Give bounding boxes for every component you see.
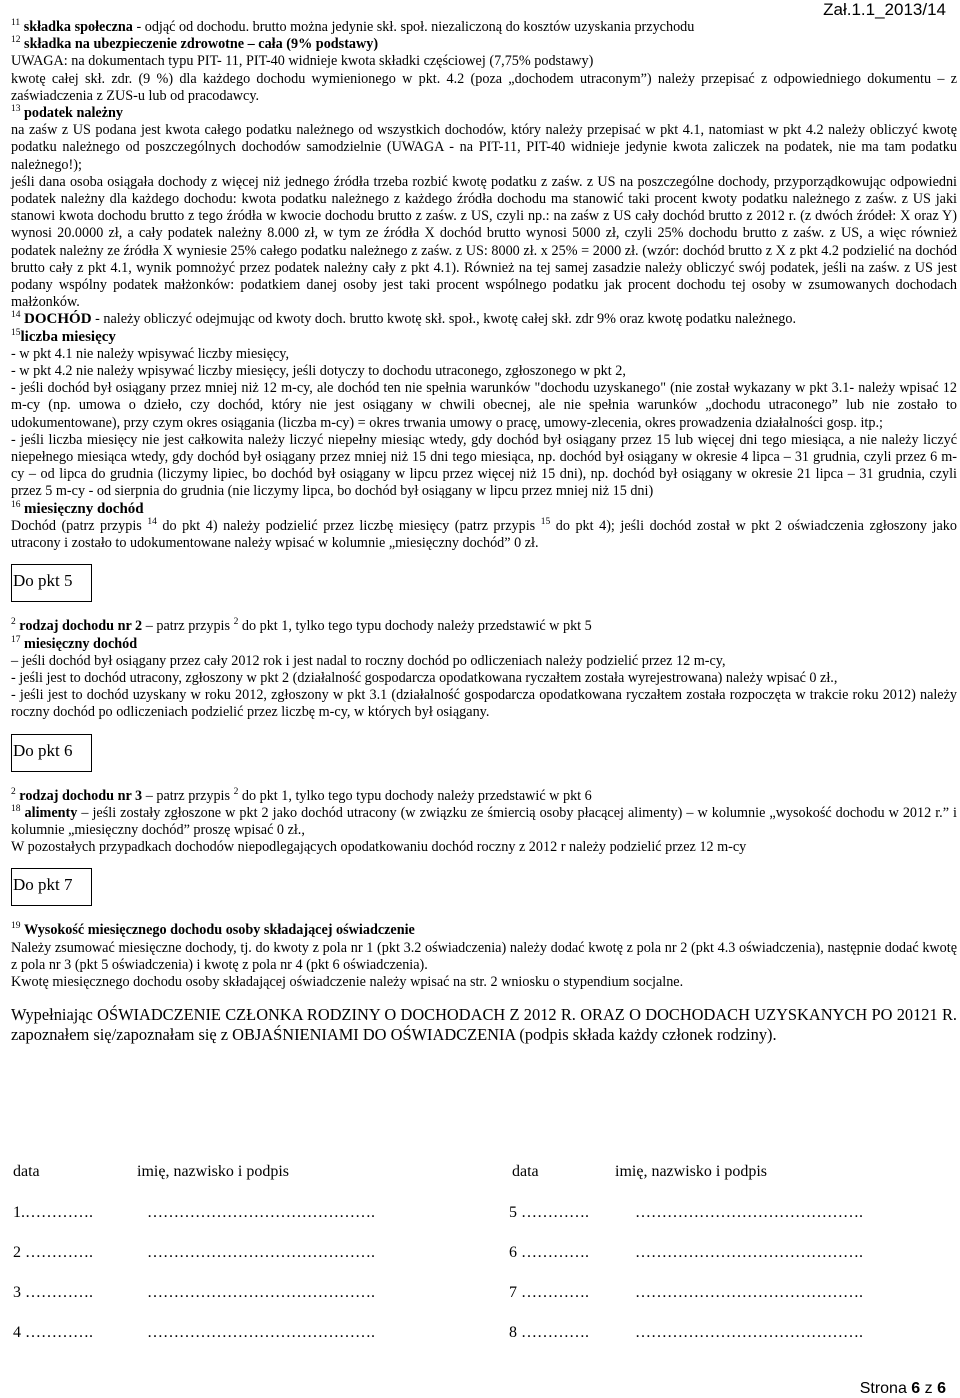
note-11-title: składka społeczna: [23, 19, 133, 35]
section-box-pkt-5: Do pkt 5: [11, 564, 92, 602]
note-17-line-2: - jeśli jest to dochód utracony, zgłoszony w pkt 2 (działalność gospodarcza opodatkowana ryczałtem została wyrejestrowana) należy wpisać 0 zł.,: [11, 669, 838, 686]
note-15-line-3: - jeśli dochód był osiągany przez mniej niż 12 m-cy, ale dochód ten nie spełnia warunków "dochodu uzyskanego" (nie został wykazany w pkt 3.1- należy wpisać 12 m-cy (np. umowa o dzieło, czy dochód, który nie jest osiągany w chwili obecnej, ale nie spełnia warunków „dochodu utraconego” lub nie zostało to udokumentowane), przy czym okres osiągania (liczba m-cy) = okres trwania umowy o pracę, umowy-zlecenia, okres prowadzenia działalności gosp. itp.;: [11, 380, 957, 431]
date-header: data: [512, 1163, 539, 1180]
note-12-line-1: UWAGA: na dokumentach typu PIT- 11, PIT-40 widnieje kwota składki częściowej (7,75% podstawy): [11, 53, 594, 70]
note-12-title: składka na ubezpieczenie zdrowotne – cała (9% podstawy): [24, 36, 379, 53]
name-signature-header: imię, nazwisko i podpis: [615, 1163, 767, 1180]
note-15-line-4: - jeśli liczba miesięcy nie jest całkowita należy liczyć niepełny miesiąc wtedy, gdy dochód był osiągany przez 15 lub więcej dni tego miesiąca, a nie należy liczyć niepełnego miesiąca wtedy, gdy dochód był osiągany przez mniej niż 15 dni tego miesiąca, np. dochód był osiągany w okresie 4 lipca – 31 grudnia, czyli przez 6 m-cy – od lipca do grudnia (liczymy lipiec, bo dochód był osiągany w lipcu przez więcej niż 15 dni), np. dochód był osiągany w okresie 21 lipca – 31 grudnia, czyli przez 5 m-cy - od sierpnia do grudnia (nie liczymy lipca, bo dochód był osiągany w lipcu przez mniej niż 15 dni): [11, 431, 957, 500]
note-13-title: podatek należny: [24, 105, 123, 122]
note-12: $^{12}$ składka na ubezpieczenie zdrowotne – cała (9% podstawy): [11, 35, 379, 53]
note-18-title: alimenty: [24, 804, 78, 821]
date-field[interactable]: 8 ………….: [509, 1324, 589, 1341]
note-18: $^{18}$ alimenty – jeśli zostały zgłoszone w pkt 2 jako dochód utracony (w związku ze śmiercią osoby płacącej alimenty) – w kolumnie „wysokość dochodu w 2012 r.” i kolumnie „miesięczny dochód” proszę wpisać 0 zł.,: [11, 803, 957, 838]
signature-field[interactable]: …………………………………….: [635, 1204, 863, 1221]
note-14: $^{14}$ DOCHÓD - należy obliczyć odejmując od kwoty doch. brutto kwotę skł. społ., kwotę całej skł. zdr 9% oraz kwotę podatku należnego.: [11, 310, 796, 328]
note-19-title: Wysokość miesięcznego dochodu osoby składającej oświadczenie: [24, 922, 415, 939]
name-signature-header: imię, nazwisko i podpis: [137, 1163, 289, 1180]
note-16-text: Dochód (patrz przypis $^{14}$ do pkt 4) należy podzielić przez liczbę miesięcy (patrz przypis $^{15}$ do pkt 4); jeśli dochód został w pkt 2 oświadczenia zgłoszony jako utracony i zostało to udokumentowane należy wpisać w kolumnie „miesięczny dochód” 0 zł.: [11, 516, 957, 552]
note-16: $^{16}$ miesięczny dochód: [11, 499, 144, 517]
signature-field[interactable]: …………………………………….: [635, 1284, 863, 1301]
note-15-title: liczba miesięcy: [20, 328, 116, 345]
date-field[interactable]: 3 ………….: [13, 1284, 93, 1301]
income-type-2: $^2$ rodzaj dochodu nr 2 – patrz przypis $^2$ do pkt 1, tylko tego typu dochody należy przedstawić w pkt 5: [11, 617, 592, 635]
signature-field[interactable]: …………………………………….: [635, 1324, 863, 1341]
note-19-line-2: Kwotę miesięcznego dochodu osoby składającej oświadczenie należy wpisać na str. 2 wniosku o stypendium socjalne.: [11, 973, 684, 990]
note-16-title: miesięczny dochód: [24, 500, 144, 517]
declaration-statement: Wypełniając OŚWIADCZENIE CZŁONKA RODZINY O DOCHODACH Z 2012 R. ORAZ O DOCHODACH UZYSKANYCH PO 20121 R. zapoznałem się/zapoznałam się z OBJAŚNIENIAMI DO OŚWIADCZENIA (podpis składa każdy członek rodziny).: [11, 1005, 957, 1044]
signature-field[interactable]: …………………………………….: [147, 1284, 375, 1301]
date-field[interactable]: 5 ………….: [509, 1204, 589, 1221]
date-field[interactable]: 2 ………….: [13, 1244, 93, 1261]
date-field[interactable]: 4 ………….: [13, 1324, 93, 1341]
date-field[interactable]: 6 ………….: [509, 1244, 589, 1261]
note-17-line-3: - jeśli jest to dochód uzyskany w roku 2012, zgłoszony w pkt 3.1 (działalność gospodarcza opodatkowana ryczałtem została rozpoczęta w trakcie roku 2012) należy roczny dochód po odliczeniach podzielić przez liczbę m-cy, w których był osiągany.: [11, 687, 957, 721]
note-18-line-2: W pozostałych przypadkach dochodów niepodlegających opodatkowaniu dochód roczny z 2012 r należy podzielić przez 12 m-cy: [11, 839, 747, 856]
signature-field[interactable]: …………………………………….: [635, 1244, 863, 1261]
note-13-para-1: na zaśw z US podana jest kwota całego podatku należnego od wszystkich dochodów, który należy przepisać w pkt 4.1, natomiast w pkt 4.2 należy obliczyć kwotę podatku należnego od poszczególnych dochodów samodzielnie (UWAGA - na PIT-11, PIT-40 widnieje jedynie kwota zaliczek na podatek, nie ma tam podatku należnego!);: [11, 122, 957, 173]
section-box-pkt-7: Do pkt 7: [11, 868, 92, 906]
note-13: $^{13}$ podatek należny: [11, 104, 123, 122]
note-14-title: DOCHÓD: [24, 311, 92, 328]
page-number: Strona 6 z 6: [859, 1380, 946, 1397]
date-field[interactable]: 7 ………….: [509, 1284, 589, 1301]
note-19-line-1: Należy zsumować miesięczne dochody, tj. do kwoty z pola nr 1 (pkt 3.2 oświadczenia) należy dodać kwotę z pola nr 2 (pkt 4.3 oświadczenia), następnie dodać kwotę z pola nr 3 (pkt 5 oświadczenia) i kwotę z pola nr 4 (pkt 6 oświadczenia).: [11, 939, 957, 973]
note-17-line-1: – jeśli dochód był osiągany przez cały 2012 rok i jest nadal to roczny dochód po odliczeniach należy podzielić przez 12 m-cy,: [11, 652, 726, 669]
date-header: data: [13, 1163, 40, 1180]
note-11: $^{11}$ składka społeczna - odjąć od dochodu. brutto można jedynie skł. społ. niezaliczoną do kosztów uzyskania przychodu: [11, 18, 695, 35]
note-12-line-2: kwotę całej skł. zdr. (9 %) dla każdego dochodu wymienionego w pkt. 4.2 (poza „dochodem utraconym”) należy przepisać z odpowiedniego dokumentu – z zaświadczenia z ZUS-u lub od pracodawcy.: [11, 70, 957, 104]
note-17: $^{17}$ miesięczny dochód: [11, 634, 138, 652]
section-box-pkt-6: Do pkt 6: [11, 734, 92, 772]
date-field[interactable]: 1.………….: [13, 1204, 93, 1221]
note-15-line-1: - w pkt 4.1 nie należy wpisywać liczby miesięcy,: [11, 345, 290, 362]
income-type-3: $^2$ rodzaj dochodu nr 3 – patrz przypis $^2$ do pkt 1, tylko tego typu dochody należy przedstawić w pkt 6: [11, 786, 592, 804]
note-15: $^{15}$liczba miesięcy: [11, 327, 116, 345]
signature-field[interactable]: …………………………………….: [147, 1244, 375, 1261]
note-13-para-2: jeśli dana osoba osiągała dochody z więcej niż jednego źródła trzeba rozbić kwotę podatku z zaśw. z US na poszczególne dochody, przyporządkowując odpowiedni podatek należny dla każdego dochodu: kwota podatku należnego z każdego źródła dochodu ma stanowić taki procent kwoty podatku należnego z zaśw. z US jaki stanowi kwota dochodu brutto z tego źródła w kwocie dochodu brutto z zaśw. z US, czyli np.: na zaśw z US cały dochód brutto z 2012 r. (z dwóch źródeł: X oraz Y) wynosi 20.0000 zł, a cały podatek należny 8.000 zł, w tym ze źródła X dochód brutto wynosi 5000 zł, czyli 25% dochodu brutto z zaśw. z US, a więc również podatek należny ze źródła X wyniesie 25% całego podatku należnego z zaśw. z US: 8000 zł. x 25% = 2000 zł. (wzór: dochód brutto z X z pkt 4.2 podzielić na dochód brutto cały z pkt 4.1, wynik pomnożyć przez podatek należny cały z pkt 4.1). Również na tej samej zasadzie należy obliczyć swój podatek, jeśli na zaśw. z US jest podany wspólny podatek małżonków: podatkiem danej osoby jest taki procent wspólnego podatku jak procent dochodu tej osoby w zsumowanych dochodach małżonków.: [11, 173, 957, 311]
document-body: [11, 19, 957, 1044]
signature-field[interactable]: …………………………………….: [147, 1324, 375, 1341]
note-15-line-2: - w pkt 4.2 nie należy wpisywać liczby miesięcy, jeśli dotyczy to dochodu utraconego, zgłoszonego w pkt 2,: [11, 363, 626, 380]
note-19: $^{19}$ Wysokość miesięcznego dochodu osoby składającej oświadczenie: [11, 921, 415, 939]
note-17-title: miesięczny dochód: [24, 635, 138, 652]
signature-field[interactable]: …………………………………….: [147, 1204, 375, 1221]
attachment-label: Zał.1.1_2013/14: [823, 0, 946, 19]
